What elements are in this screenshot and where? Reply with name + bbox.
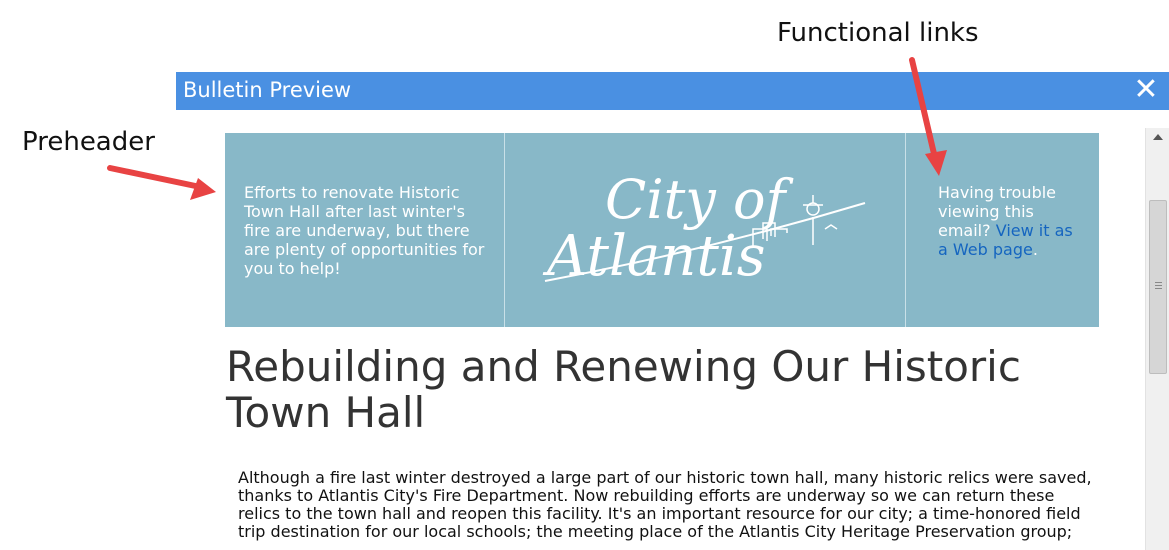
- article-body: [238, 469, 1138, 541]
- preheader-left-cell: [225, 133, 505, 327]
- link-trailing-period: .: [1032, 240, 1038, 259]
- logo-line-1: City of: [605, 168, 786, 231]
- body-line: trip destination for our local schools; the meeting place of the Atlantis City Heritage Preservation group;: [238, 522, 1073, 541]
- trouble-viewing-text: Having trouble viewing this email?: [938, 183, 1057, 240]
- preheader-logo-cell: [505, 133, 906, 327]
- functional-links-text: [938, 183, 1078, 259]
- article-headline: Rebuilding and Renewing Our Historic Town Hall: [226, 342, 1021, 437]
- preheader-text: Efforts to renovate Historic Town Hall after last winter's fire are underway, but there are plenty of opportunities for you to help!: [244, 183, 485, 278]
- modal-title: Bulletin Preview: [183, 78, 352, 102]
- functional-links-annotation-label: Functional links: [777, 18, 979, 48]
- preheader-annotation-label: Preheader: [22, 127, 155, 157]
- bulletin-preheader: [225, 133, 1099, 327]
- body-line: thanks to Atlantis City's Fire Department. Now rebuilding efforts are underway so we can return these: [238, 486, 1055, 505]
- close-icon[interactable]: ✕: [1133, 72, 1159, 107]
- scroll-up-arrow-icon[interactable]: [1153, 134, 1163, 140]
- scrollbar-thumb[interactable]: [1149, 200, 1167, 374]
- preheader-right-cell: [906, 133, 1099, 327]
- body-line: Although a fire last winter destroyed a large part of our historic town hall, many historic relics were saved,: [238, 468, 1092, 487]
- preheader-arrow: [110, 168, 205, 188]
- preheader-arrowhead: [190, 178, 216, 200]
- body-line: relics to the town hall and reopen this facility. It's an important resource for our city; a time-honored field: [238, 504, 1081, 523]
- city-of-atlantis-logo: [505, 133, 905, 327]
- modal-header: [176, 72, 1169, 110]
- logo-line-2: Atlantis: [547, 224, 766, 289]
- view-as-web-page-link[interactable]: View it as a Web page: [938, 221, 1073, 259]
- preview-scrollbar[interactable]: [1145, 128, 1169, 550]
